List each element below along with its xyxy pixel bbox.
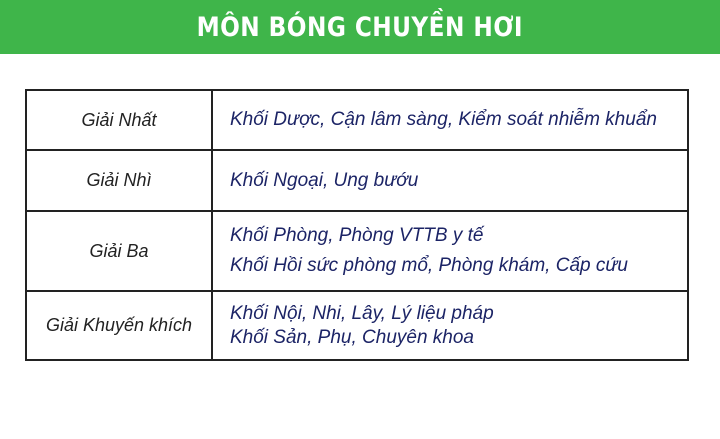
table-row [26, 90, 688, 150]
teams-cell [212, 150, 688, 211]
prize-label: Giải Nhất [26, 90, 212, 150]
prize-label: Giải Nhì [26, 150, 212, 211]
team-line: Khối Phòng, Phòng VTTB y tế [230, 225, 484, 246]
team-line: Khối Nội, Nhi, Lây, Lý liệu pháp [230, 302, 494, 324]
table-row [26, 211, 688, 291]
prize-label: Giải Khuyến khích [26, 291, 212, 360]
team-line: Khối Hồi sức phòng mổ, Phòng khám, Cấp cứu [230, 255, 628, 276]
title-banner [0, 0, 720, 54]
teams-cell [212, 90, 688, 150]
table-row [26, 150, 688, 211]
page-title: MÔN BÓNG CHUYỀN HƠI [196, 11, 524, 43]
team-line: Khối Ngoại, Ung bướu [230, 169, 419, 191]
team-line: Khối Dược, Cận lâm sàng, Kiểm soát nhiễm khuẩn [230, 109, 657, 130]
prize-label: Giải Ba [26, 211, 212, 291]
team-line: Khối Sản, Phụ, Chuyên khoa [230, 326, 475, 348]
teams-cell [212, 211, 688, 291]
awards-table [25, 89, 689, 361]
teams-cell [212, 291, 688, 360]
table-row [26, 291, 688, 360]
